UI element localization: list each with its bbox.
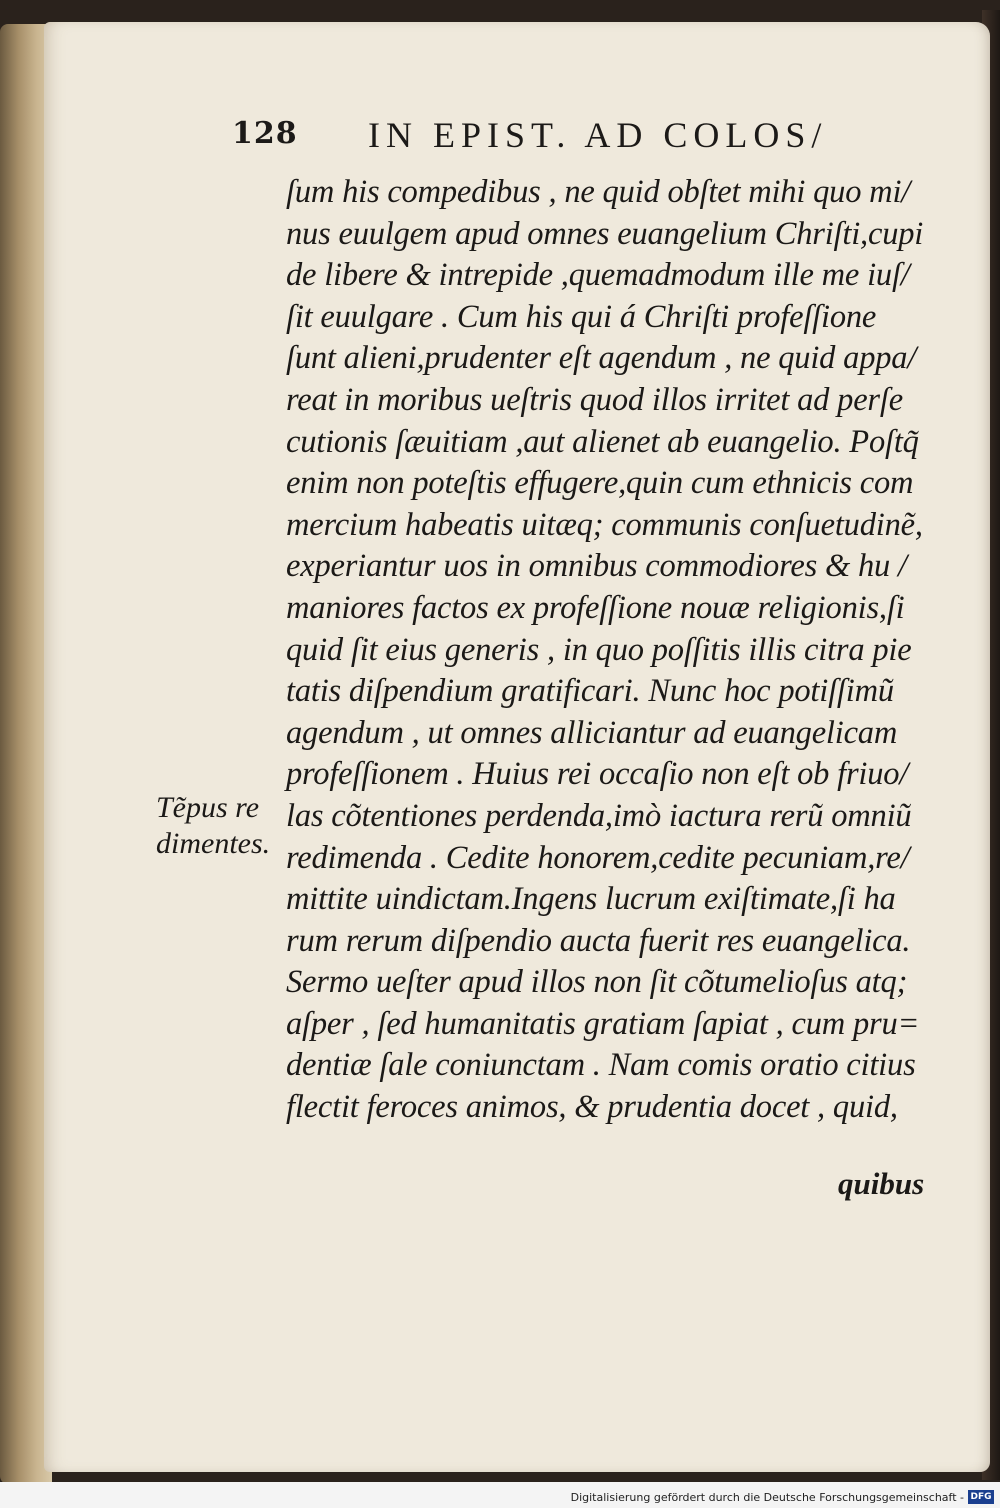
text-line: redimenda . Cedite honorem,cedite pecuniam,re/	[286, 839, 910, 876]
footer-credit: Digitalisierung gefördert durch die Deutsche Forschungsgemeinschaft -	[570, 1491, 964, 1504]
text-line: las cõtentiones perdenda,imò iactura rerũ omniũ	[286, 797, 912, 834]
marginal-note-line: dimentes.	[156, 827, 271, 860]
running-head: IN EPIST. AD COLOS/	[368, 115, 828, 155]
text-line: reat in moribus ueſtris quod illos irritet ad perſe	[286, 381, 903, 418]
body-text	[286, 172, 936, 1129]
text-line: mittite uindictam.Ingens lucrum exiſtimate,ſi ha	[286, 881, 896, 918]
dfg-logo: DFG	[968, 1490, 994, 1504]
page-number: 128	[232, 116, 298, 151]
text-line: aſper , ſed humanitatis gratiam ſapiat , cum pru=	[286, 1005, 920, 1042]
text-line: profeſſionem . Huius rei occaſio non eſt ob friuo/	[286, 756, 909, 793]
text-line: ſunt alieni,prudenter eſt agendum , ne quid appa/	[286, 340, 917, 377]
catchword: quibus	[838, 1166, 925, 1201]
footer-bar	[0, 1482, 1000, 1508]
text-line: mercium habeatis uitæq; communis conſuetudinẽ,	[286, 506, 923, 543]
text-line: ſum his compedibus , ne quid obſtet mihi quo mi/	[286, 174, 911, 210]
marginal-note	[156, 790, 286, 862]
text-line: experiantur uos in omnibus commodiores & hu /	[286, 548, 907, 585]
text-line: rum rerum diſpendio aucta fuerit res euangelica.	[286, 922, 911, 959]
text-line: flectit feroces animos, & prudentia docet , quid,	[286, 1089, 898, 1126]
text-line: Sermo ueſter apud illos non ſit cõtumelioſus atq;	[286, 964, 908, 1001]
text-line: nus euulgem apud omnes euangelium Chriſti,cupi	[286, 215, 924, 252]
text-line: maniores factos ex profeſſione nouæ religionis,ſi	[286, 589, 905, 626]
text-line: ſit euulgare . Cum his qui á Chriſti profeſſione	[286, 298, 877, 335]
text-line: enim non poteſtis effugere,quin cum ethnicis com	[286, 465, 914, 502]
text-line: cutionis ſæuitiam ,aut alienet ab euangelio. Poſtq̃	[286, 423, 919, 460]
page-header	[0, 112, 1000, 162]
text-line: quid ſit eius generis , in quo poſſitis illis citra pie	[286, 631, 912, 668]
text-line: tatis diſpendium gratificari. Nunc hoc potiſſimũ	[286, 673, 894, 710]
text-line: dentiæ ſale coniunctam . Nam comis oratio citius	[286, 1047, 916, 1084]
marginal-note-line: Tẽpus re	[156, 791, 260, 824]
text-line: de libere & intrepide ,quemadmodum ille me iuſ/	[286, 257, 910, 294]
text-line: agendum , ut omnes alliciantur ad euangelicam	[286, 714, 898, 751]
